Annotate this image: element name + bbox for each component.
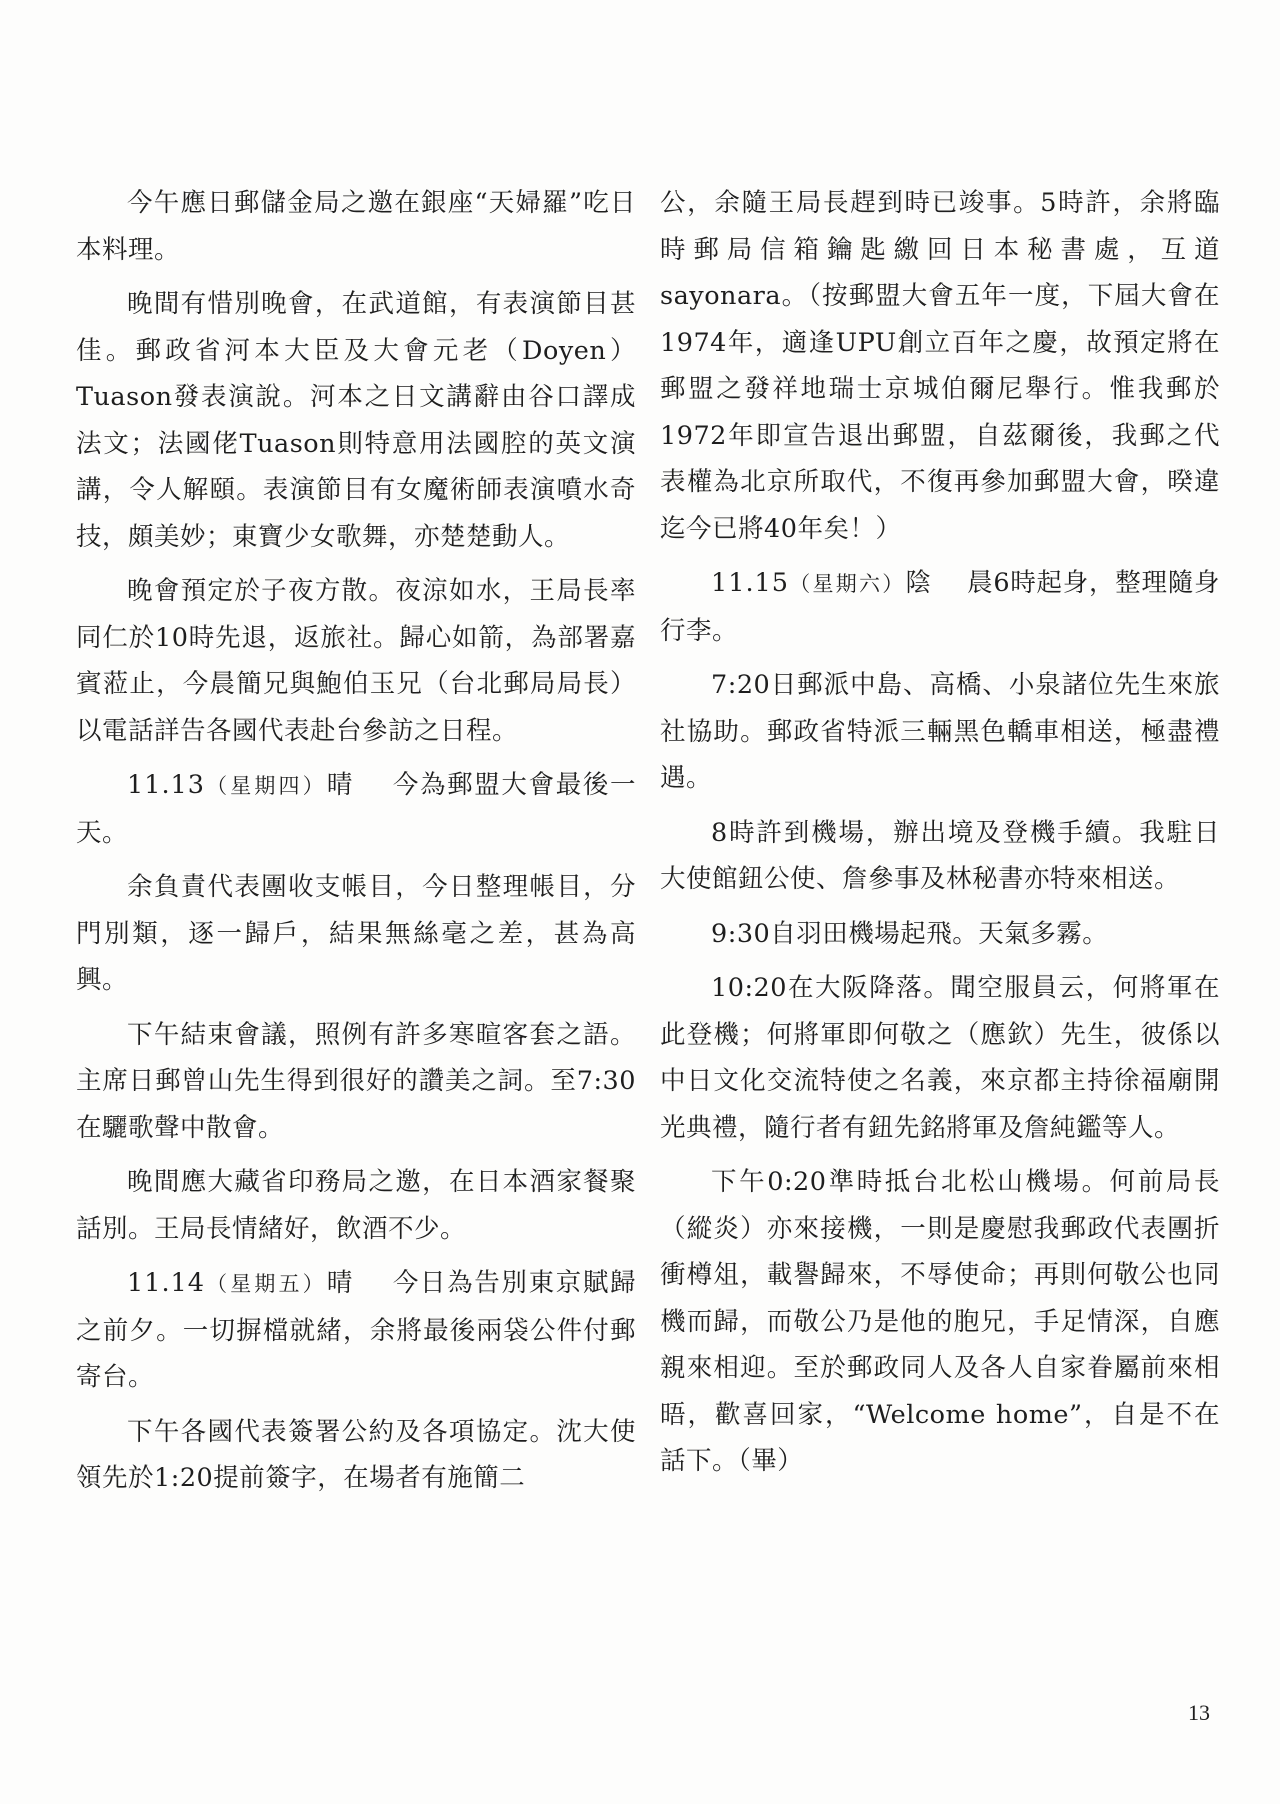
paragraph-dinner: 晚間應大藏省印務局之邀，在日本酒家餐聚話別。王局長情緒好，飲酒不少。	[76, 1167, 636, 1244]
diary-entry-11-15	[660, 560, 1220, 654]
paragraph-takeoff: 9:30自羽田機場起飛。天氣多霧。	[711, 918, 1109, 949]
entry-text: 今為郵盟大會最後一天。	[76, 770, 636, 848]
paragraph-party-end: 晚會預定於子夜方散。夜涼如水，王局長率同仁於10時先退，返旅社。歸心如箭，為部署嘉賓蒞止，今晨簡兄與鮑伯玉兄（台北郵局局長）以電話詳告各國代表赴台參訪之日程。	[76, 576, 636, 746]
entry-weather: 陰	[905, 568, 932, 598]
paragraph-signing: 下午各國代表簽署公約及各項協定。沈大使領先於1:20提前簽字，在場者有施簡二	[76, 1416, 636, 1493]
entry-weekday: （星期六）	[789, 572, 906, 596]
entry-date: 11.14	[127, 1268, 206, 1298]
entry-text: 晨6時起身，整理隨身行李。	[660, 568, 1220, 646]
paragraph-send-off: 7:20日郵派中島、高橋、小泉諸位先生來旅社協助。郵政省特派三輛黑色轎車相送，極盡禮遇。	[660, 670, 1220, 793]
entry-weather: 晴	[326, 1268, 354, 1298]
left-column	[76, 180, 636, 1510]
entry-weekday: （星期四）	[205, 774, 327, 798]
diary-entry-11-13	[76, 762, 636, 856]
entry-weather: 晴	[326, 770, 354, 800]
entry-weekday: （星期五）	[205, 1272, 327, 1296]
right-column	[660, 180, 1220, 1493]
entry-date: 11.13	[127, 770, 206, 800]
entry-text: 今日為告別東京賦歸之前夕。一切摒檔就緒，余將最後兩袋公件付郵寄台。	[76, 1268, 636, 1392]
entry-date: 11.15	[711, 568, 790, 598]
diary-entry-11-14	[76, 1260, 636, 1401]
page-number: 13	[1188, 1700, 1210, 1725]
paragraph-farewell-party: 晚間有惜別晚會，在武道館，有表演節目甚佳。郵政省河本大臣及大會元老（Doyen）Tuason發表演說。河本之日文講辭由谷口譯成法文；法國佬Tuason則特意用法國腔的英文演講，令人解頤。表演節目有女魔術師表演噴水奇技，頗美妙；東寶少女歌舞，亦楚楚動人。	[76, 289, 636, 552]
paragraph-tempura-lunch: 今午應日郵儲金局之邀在銀座“天婦羅”吃日本料理。	[76, 188, 636, 265]
paragraph-meeting-close: 下午結束會議，照例有許多寒暄客套之語。主席日郵曾山先生得到很好的讚美之詞。至7:30在驪歌聲中散會。	[76, 1019, 636, 1143]
paragraph-airport: 8時許到機場，辦出境及登機手續。我駐日大使館鈕公使、詹參事及林秘書亦特來相送。	[660, 817, 1220, 894]
paragraph-signing-continued: 公，余隨王局長趕到時已竣事。5時許，余將臨時郵局信箱鑰匙繳回日本秘書處，互道sayonara。（按郵盟大會五年一度，下屆大會在1974年，適逢UPU創立百年之慶，故預定將在郵盟之發祥地瑞士京城伯爾尼舉行。惟我郵於1972年即宣告退出郵盟，自茲爾後，我郵之代表權為北京所取代，不復再參加郵盟大會，暌違迄今已將40年矣！）	[660, 188, 1220, 544]
paragraph-accounts: 余負責代表團收支帳目，今日整理帳目，分門別類，逐一歸戶，結果無絲毫之差，甚為高興。	[76, 872, 636, 995]
paragraph-osaka: 10:20在大阪降落。聞空服員云，何將軍在此登機；何將軍即何敬之（應欽）先生，彼係以中日文化交流特使之名義，來京都主持徐福廟開光典禮，隨行者有鈕先銘將軍及詹純鑑等人。	[660, 973, 1220, 1143]
paragraph-arrival: 下午0:20準時抵台北松山機場。何前局長（縱炎）亦來接機，一則是慶慰我郵政代表團折衝樽俎，載譽歸來，不辱使命；再則何敬公也同機而歸，而敬公乃是他的胞兄，手足情深，自應親來相迎。至於郵政同人及各人自家眷屬前來相晤，歡喜回家，“Welcome home”，自是不在話下。（畢）	[660, 1167, 1220, 1476]
